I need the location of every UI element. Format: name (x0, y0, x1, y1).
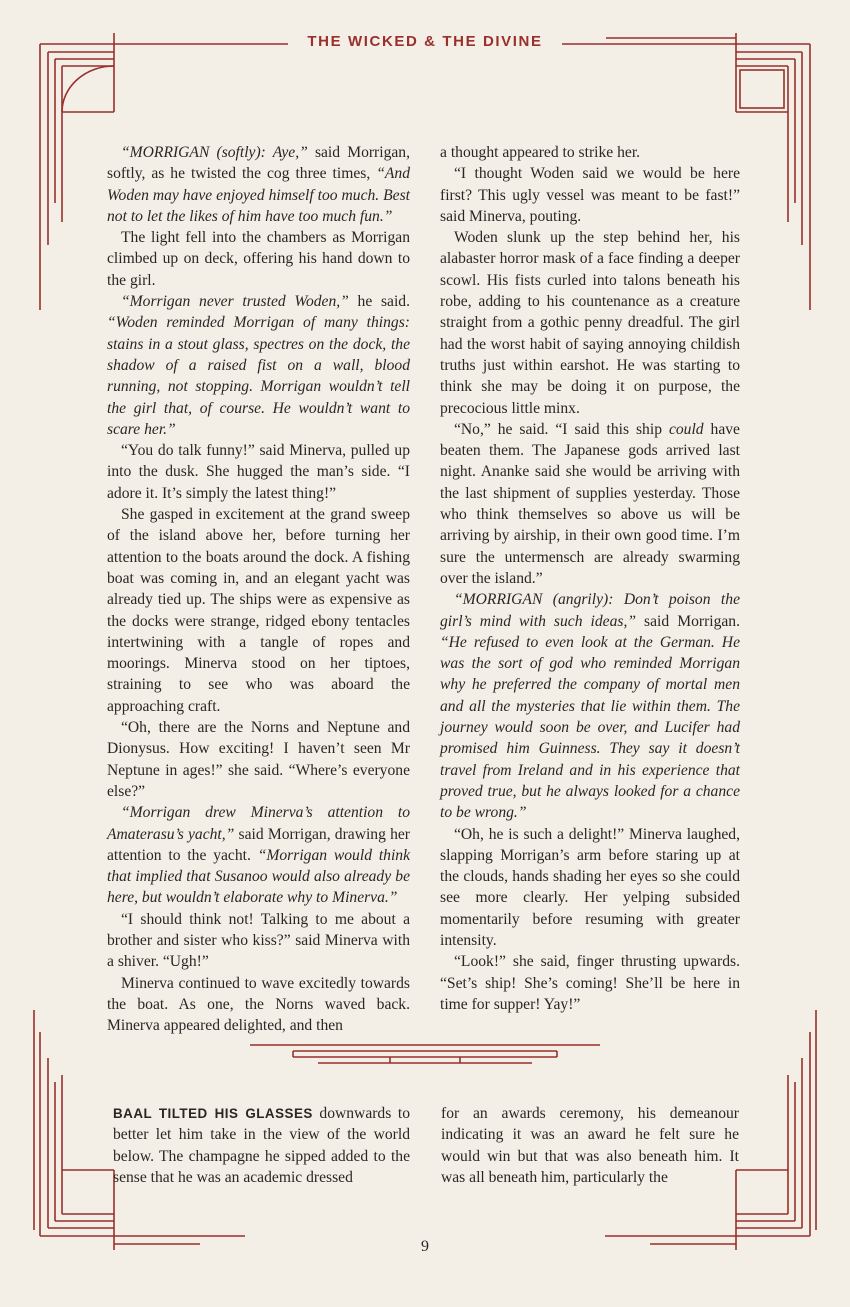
paragraph (107, 504, 410, 717)
italic-text: “MORRIGAN (softly): Aye,” (121, 144, 308, 161)
italic-text: “Morrigan drew Minerva’s attention to Amaterasu’s yacht,” (107, 804, 410, 843)
section-two-column-right (441, 1103, 739, 1188)
section-divider (250, 1045, 600, 1063)
text-run: “Oh, there are the Norns and Neptune and Dionysus. How exciting! I haven’t seen Mr Neptune in ages!” she said. “Where’s everyone else?” (107, 719, 410, 800)
paragraph (440, 951, 740, 1015)
text-run: have beaten them. The Japanese gods arrived last night. Ananke said she would be arriving with the last shipment of supplies yesterday. Those who think themselves so above us will be arriving by airship, in their own good time. I’m sure the untermensch are already swarming over the island.” (440, 420, 740, 587)
paragraph (107, 440, 410, 504)
italic-text: “MORRIGAN (angrily): Don’t poison the girl’s mind with such ideas,” (440, 591, 740, 630)
running-head: THE WICKED & THE DIVINE (307, 33, 543, 50)
paragraph (440, 142, 740, 163)
paragraph (440, 419, 740, 589)
paragraph (107, 802, 410, 908)
section-two-paragraph-start (113, 1103, 410, 1188)
paragraph (107, 142, 410, 227)
paragraph (107, 717, 410, 802)
text-run: said Morrigan, drawing her attention to the yacht. (107, 825, 410, 864)
italic-text: “Woden reminded Morrigan of many things: stains in a stout glass, spectres on the dock, the shadow of a raised fist on a wall, blood running, not stopping. Morrigan wouldn’t tell the girl that, of course. He wouldn’t want to scare her.” (107, 314, 410, 438)
text-run: The light fell into the chambers as Morrigan climbed up on deck, offering his hand down to the girl. (107, 229, 410, 289)
body-column-left (107, 142, 410, 1036)
paragraph (440, 163, 740, 227)
paragraph (107, 973, 410, 1037)
italic-text: “And Woden may have enjoyed himself too much. Best not to let the likes of him have too much fun.” (107, 165, 410, 225)
paragraph (440, 824, 740, 952)
section-two-text-left: downwards to better let him take in the view of the world below. The champagne he sipped added to the sense that he was an academic dressed (113, 1105, 410, 1186)
text-run: “I should think not! Talking to me about a brother and sister who kiss?” said Minerva with a shiver. “Ugh!” (107, 910, 410, 971)
text-run: said Morrigan, softly, as he twisted the cog three times, (107, 144, 410, 183)
paragraph (440, 227, 740, 419)
section-two-paragraph-continued: for an awards ceremony, his demeanour indicating it was an award he felt sure he would win but that was also beneath him. It was all beneath him, particularly the (441, 1105, 739, 1186)
italic-text: “Morrigan would think that implied that Susanoo would also already be here, but wouldn’t elaborate why to Minerva.” (107, 846, 410, 907)
text-run: “Look!” she said, finger thrusting upwards. “Set’s ship! She’s coming! She’ll be here in time for supper! Yay!” (440, 953, 740, 1013)
body-column-right (440, 142, 740, 1015)
paragraph (107, 227, 410, 291)
italic-text: could (668, 420, 704, 438)
italic-text: “Morrigan never trusted Woden,” (121, 293, 349, 311)
paragraph (107, 909, 410, 973)
page-number: 9 (421, 1238, 429, 1255)
text-run: “No,” he said. “I said this ship (454, 420, 669, 438)
text-run: said Morrigan. (636, 612, 741, 630)
paragraph (107, 291, 410, 440)
text-run: Woden slunk up the step behind her, his alabaster horror mask of a face finding a deeper scowl. His fists curled into talons beneath his robe, adding to his countenance as a creature straight from a gothic penny dreadful. The girl had the worst habit of saying annoying childish truths just within earshot. He was starting to think she may be doing it on purpose, the precocious little minx. (440, 229, 740, 417)
text-run: Minerva continued to wave excitedly towards the boat. As one, the Norns waved back. Minerva appeared delighted, and then (107, 974, 410, 1035)
text-run: “You do talk funny!” said Minerva, pulled up into the dusk. She hugged the man’s side. “I adore it. It’s simply the latest thing!” (107, 442, 410, 502)
text-run: he said. (348, 293, 410, 311)
italic-text: “He refused to even look at the German. He was the sort of god who reminded Morrigan why he preferred the company of mortal men and all the mysteries that lie within them. The journey would soon be over, and Lucifer had promised him Guinness. They say it doesn’t travel from Ireland and in his experience that proved true, but he always looked for a chance to be wrong.” (440, 633, 740, 822)
section-lead-in: BAAL TILTED HIS GLASSES (113, 1106, 313, 1121)
paragraph (440, 589, 740, 823)
text-run: a thought appeared to strike her. (440, 144, 641, 161)
text-run: “I thought Woden said we would be here first? This ugly vessel was meant to be fast!” said Minerva, pouting. (440, 165, 740, 225)
text-run: “Oh, he is such a delight!” Minerva laughed, slapping Morrigan’s arm before staring up at the clouds, hands shading her eyes so she could see more clearly. Her yelping subsided momentarily before resuming with greater intensity. (440, 825, 740, 949)
text-run: She gasped in excitement at the grand sweep of the island above her, before turning her attention to the boats around the dock. A fishing boat was coming in, and an elegant yacht was already tied up. The ships were as expensive as the docks were strange, ridged ebony tentacles intertwining with a tangle of ropes and moorings. Minerva stood on her tiptoes, straining to see who was aboard the approaching craft. (107, 506, 410, 715)
section-two-column-left (113, 1103, 410, 1188)
